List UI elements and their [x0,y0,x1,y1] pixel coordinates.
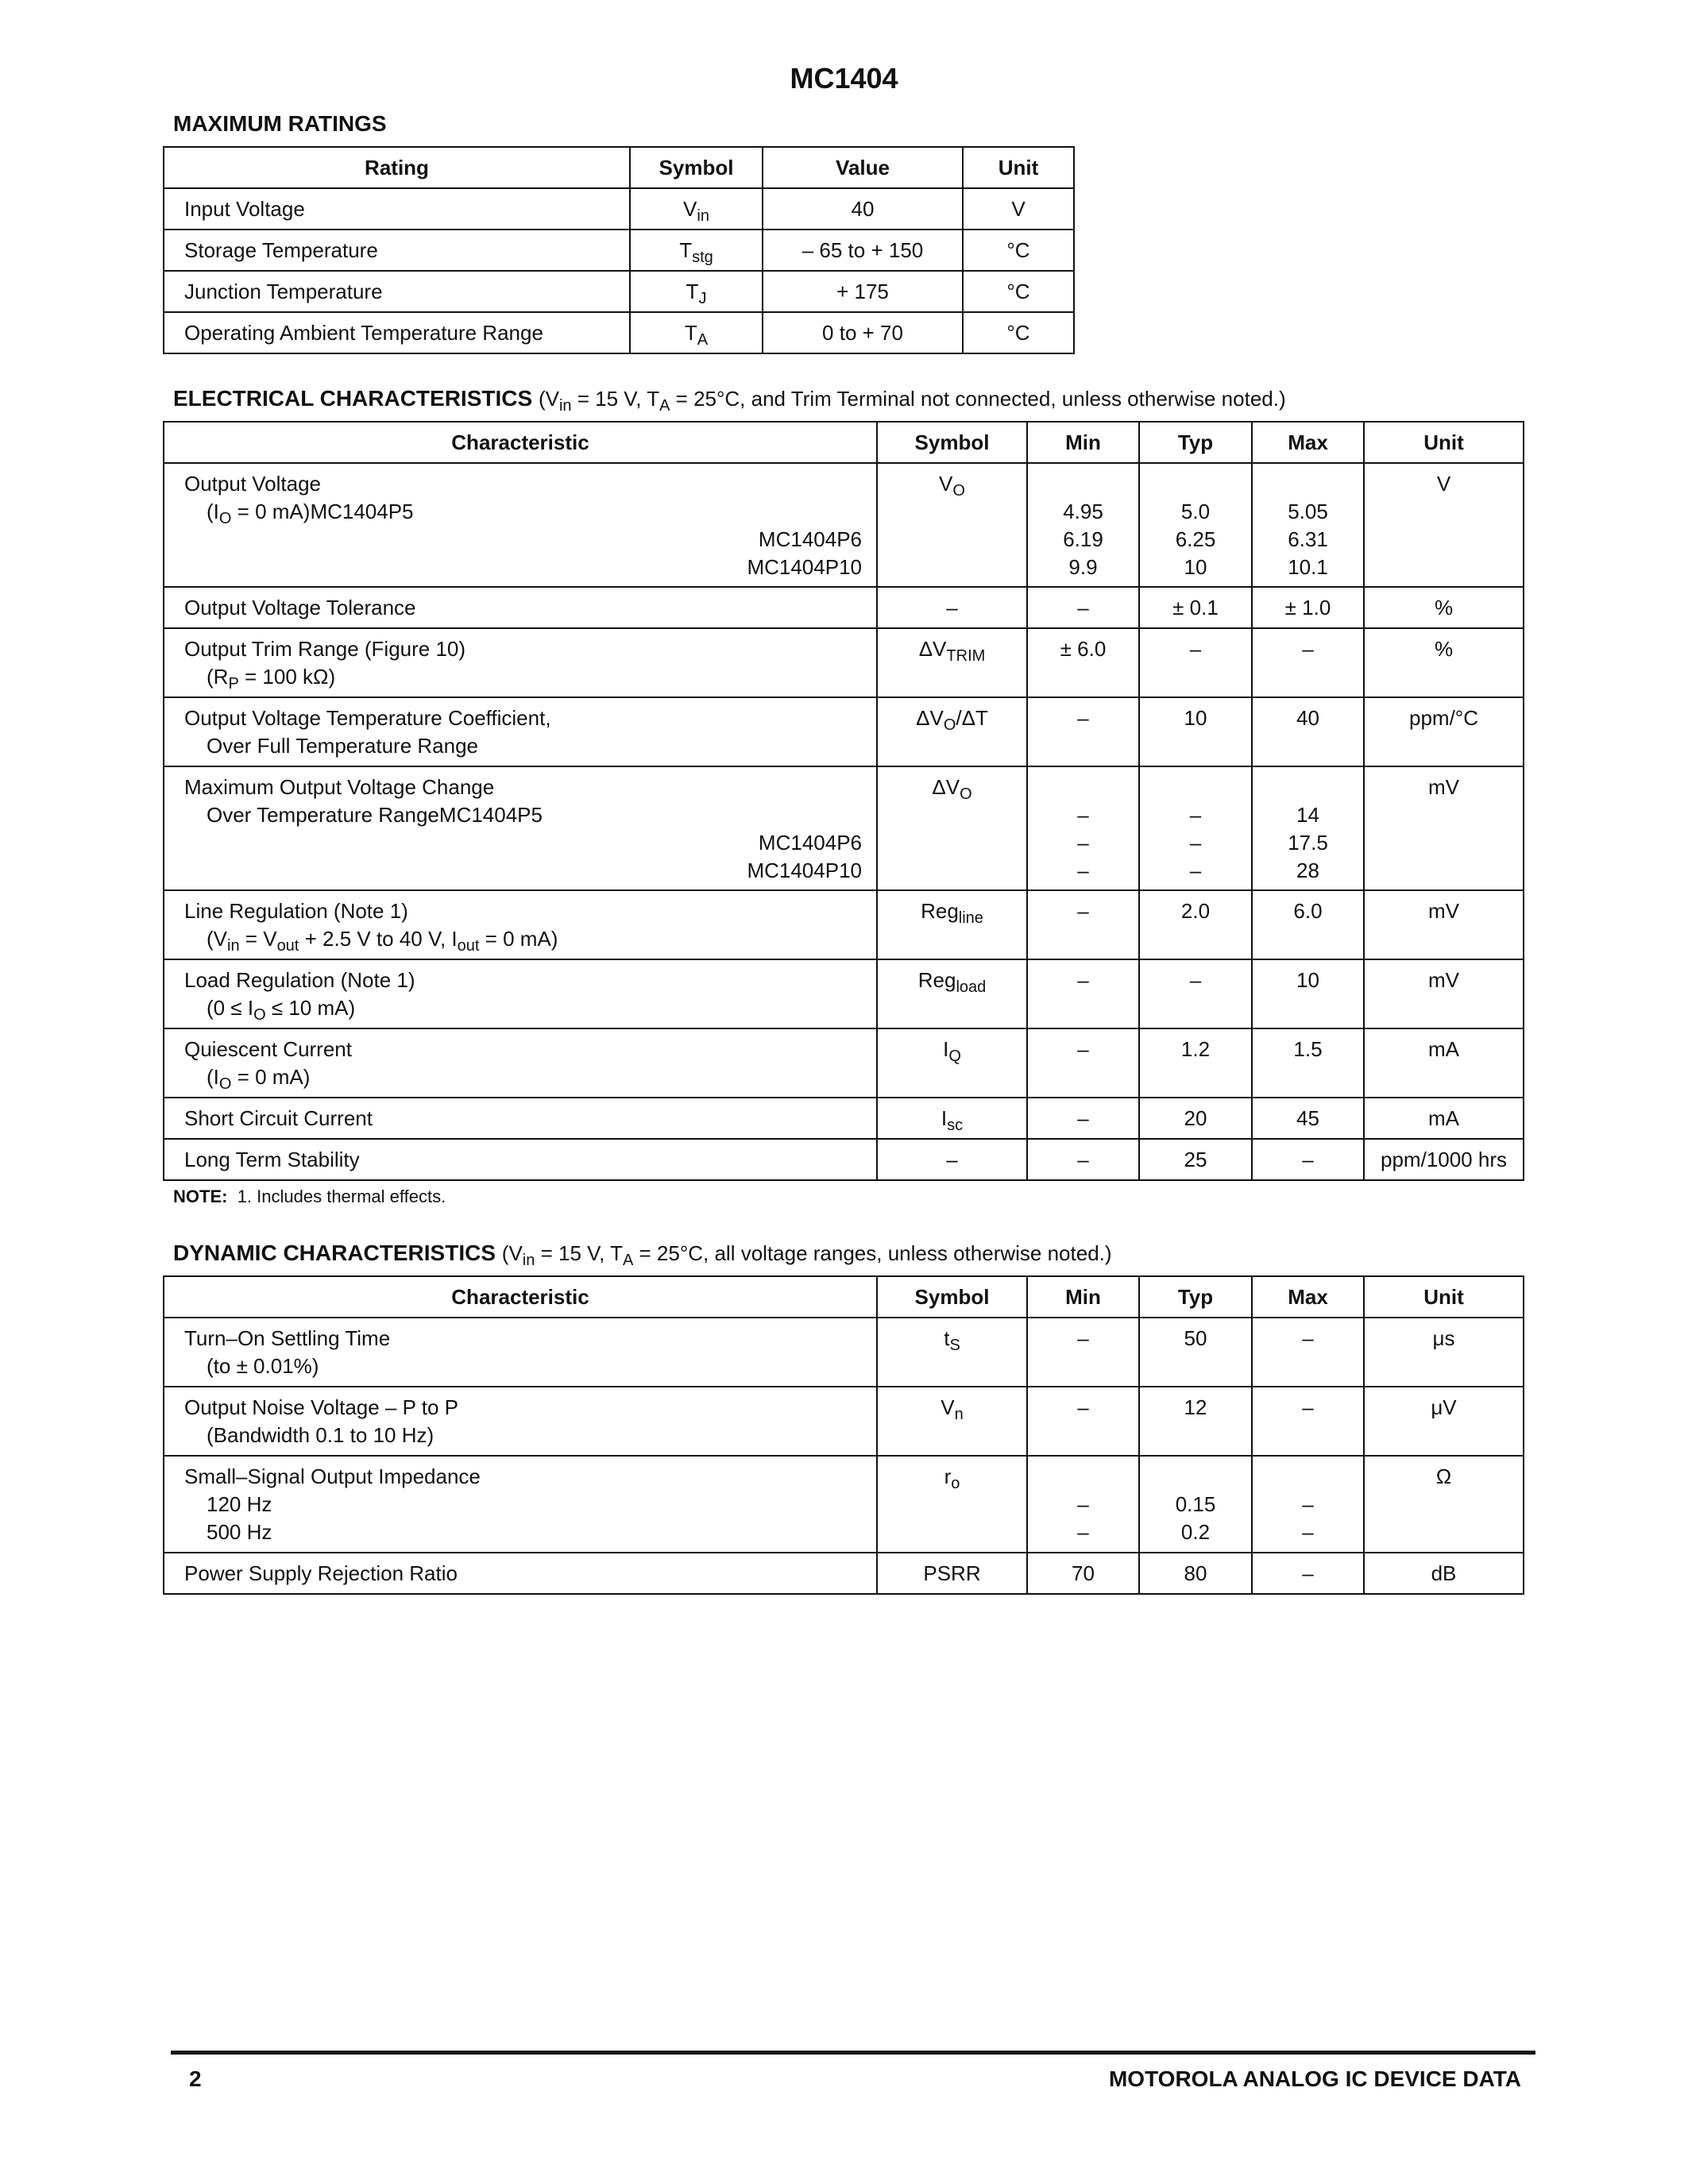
rating-name: Operating Ambient Temperature Range [184,321,543,345]
dynamic-conditions: ($V_{in} = 15$ V, $T_A = 25^\circ C$, all voltage ranges, unless otherwise noted.) [501,1241,1112,1269]
min-cell: – [1027,890,1139,959]
max-ratings-title: MAXIMUM RATINGS [173,111,387,136]
typ-cell: – [1139,628,1252,697]
characteristic-cell: Power Supply Rejection Ratio [164,1553,877,1594]
table-row [164,697,1524,766]
symbol-cell: PSRR [877,1553,1027,1594]
max-cell: – [1252,1553,1364,1594]
header-min: Min [1027,1276,1139,1318]
symbol-cell: – [877,1139,1027,1180]
rating-value: 0 to + 70 [822,321,903,345]
min-cell: 70 [1027,1553,1139,1594]
header-max: Max [1252,1276,1364,1318]
unit-cell: ppm/°C [1364,697,1524,766]
unit-cell: V [1364,463,1524,587]
typ-cell: 12 [1139,1387,1252,1456]
header-symbol: Symbol [630,147,763,188]
typ-cell: 0.15 0.2 [1139,1456,1252,1553]
rating-unit: V [1011,197,1026,221]
characteristic-cell: Small–Signal Output Impedance 120 Hz 500 Hz [164,1456,877,1553]
max-cell: – – [1252,1456,1364,1553]
electrical-conditions: ($V_{in} = 15$ V, $T_A = 25^\circ C$, and Trim Terminal not connected, unless otherwise noted.) [538,387,1286,415]
table-header-row [164,1276,1524,1318]
rating-symbol: $T_{stg}$ [679,238,713,266]
rating-name: Storage Temperature [184,238,378,262]
unit-cell: Ω [1364,1456,1524,1553]
typ-cell: 2.0 [1139,890,1252,959]
max-cell: ± 1.0 [1252,587,1364,628]
table-row [164,628,1524,697]
table-row [164,271,1074,312]
max-cell: 14 17.5 28 [1252,766,1364,890]
min-cell: – [1027,1028,1139,1098]
characteristic-cell: Short Circuit Current [164,1098,877,1139]
min-cell: – [1027,1098,1139,1139]
max-cell: 5.05 6.31 10.1 [1252,463,1364,587]
unit-cell: mV [1364,766,1524,890]
table-header-row [164,422,1524,463]
typ-cell: 20 [1139,1098,1252,1139]
header-characteristic: Characteristic [164,1276,877,1318]
min-cell: – [1027,1318,1139,1387]
max-cell: 40 [1252,697,1364,766]
unit-cell: mA [1364,1098,1524,1139]
characteristic-cell: Output Voltage Temperature Coefficient, Over Full Temperature Range [164,697,877,766]
max-cell: 45 [1252,1098,1364,1139]
min-cell: – – [1027,1456,1139,1553]
max-cell: – [1252,1318,1364,1387]
dynamic-title: DYNAMIC CHARACTERISTICS ($V_{in} = 15$ V, $T_A = 25^\circ C$, all voltage ranges, unless otherwise noted.) [173,1241,1112,1269]
max-cell: – [1252,1387,1364,1456]
symbol-cell: $\Delta V_O/\Delta T$ [877,697,1027,766]
table-row [164,766,1524,890]
header-typ: Typ [1139,1276,1252,1318]
rating-unit: °C [1006,321,1030,345]
typ-cell: 80 [1139,1553,1252,1594]
electrical-table [163,421,1524,1181]
typ-cell: – – – [1139,766,1252,890]
unit-cell: % [1364,587,1524,628]
characteristic-cell: Output Voltage Tolerance [164,587,877,628]
table-row [164,312,1074,353]
typ-cell: 1.2 [1139,1028,1252,1098]
unit-cell: dB [1364,1553,1524,1594]
symbol-cell: $t_S$ [877,1318,1027,1387]
header-max: Max [1252,422,1364,463]
header-symbol: Symbol [877,422,1027,463]
typ-cell: – [1139,959,1252,1028]
table-row [164,1387,1524,1456]
table-row [164,587,1524,628]
symbol-cell: $\Delta V_{TRIM}$ [877,628,1027,697]
table-row [164,1318,1524,1387]
page-number: 2 [189,2066,202,2091]
characteristic-cell: Maximum Output Voltage Change Over Temperature RangeMC1404P5 MC1404P6 MC1404P10 [164,766,877,890]
header-rating: Rating [164,147,630,188]
characteristic-cell: Load Regulation (Note 1) ($0 \le I_O \le 10$ mA) [164,959,877,1028]
electrical-title: ELECTRICAL CHARACTERISTICS ($V_{in} = 15$ V, $T_A = 25^\circ C$, and Trim Terminal not connected, unless otherwise noted.) [173,386,1286,415]
note: NOTE: 1. Includes thermal effects. [173,1187,446,1206]
symbol-cell: $\Delta V_O$ [877,766,1027,890]
max-cell: 6.0 [1252,890,1364,959]
characteristic-cell: Quiescent Current ($I_O = 0$ mA) [164,1028,877,1098]
max-ratings-table [163,146,1075,354]
symbol-cell: $r_o$ [877,1456,1027,1553]
header-characteristic: Characteristic [164,422,877,463]
symbol-cell: $V_O$ [877,463,1027,587]
min-cell: – [1027,1139,1139,1180]
symbol-cell: $I_Q$ [877,1028,1027,1098]
rating-symbol: $T_J$ [686,280,707,307]
min-cell: 4.95 6.19 9.9 [1027,463,1139,587]
characteristic-cell: Turn–On Settling Time (to ± 0.01%) [164,1318,877,1387]
unit-cell: μs [1364,1318,1524,1387]
rating-value: – 65 to + 150 [802,238,924,262]
min-cell: – [1027,1387,1139,1456]
rating-value: 40 [851,197,875,221]
dynamic-table [163,1275,1524,1595]
rating-name: Input Voltage [184,197,305,221]
table-row [164,463,1524,587]
typ-cell: 50 [1139,1318,1252,1387]
max-cell: – [1252,1139,1364,1180]
header-unit: Unit [1364,1276,1524,1318]
min-cell: – [1027,959,1139,1028]
max-cell: 1.5 [1252,1028,1364,1098]
table-row [164,1139,1524,1180]
characteristic-cell: Output Trim Range (Figure 10) ($R_P = 100$ kΩ) [164,628,877,697]
typ-cell: 10 [1139,697,1252,766]
table-row [164,1028,1524,1098]
header-unit: Unit [963,147,1074,188]
unit-cell: mV [1364,890,1524,959]
typ-cell: ± 0.1 [1139,587,1252,628]
header-min: Min [1027,422,1139,463]
header-symbol: Symbol [877,1276,1027,1318]
unit-cell: mA [1364,1028,1524,1098]
symbol-cell: Reg$_{load}$ [877,959,1027,1028]
header-unit: Unit [1364,422,1524,463]
min-cell: – [1027,697,1139,766]
table-row [164,1456,1524,1553]
rating-symbol: $T_A$ [684,321,709,349]
min-cell: – – – [1027,766,1139,890]
characteristic-cell: Long Term Stability [164,1139,877,1180]
table-row [164,890,1524,959]
symbol-cell: $I_{sc}$ [877,1098,1027,1139]
symbol-cell: – [877,587,1027,628]
symbol-cell: Reg$_{line}$ [877,890,1027,959]
typ-cell: 5.0 6.25 10 [1139,463,1252,587]
footer-divider [171,2051,1535,2055]
footer-publication: MOTOROLA ANALOG IC DEVICE DATA [1108,2066,1521,2091]
page-title: MC1404 [790,62,898,95]
header-value: Value [763,147,963,188]
table-row [164,959,1524,1028]
max-cell: – [1252,628,1364,697]
unit-cell: μV [1364,1387,1524,1456]
characteristic-cell: Output Noise Voltage – P to P (Bandwidth 0.1 to 10 Hz) [164,1387,877,1456]
min-cell: – [1027,587,1139,628]
rating-value: + 175 [836,280,889,303]
rating-unit: °C [1006,238,1030,262]
symbol-cell: $V_n$ [877,1387,1027,1456]
min-cell: ± 6.0 [1027,628,1139,697]
characteristic-cell: Output Voltage ($I_O = 0$ mA)MC1404P5 MC1404P6 MC1404P10 [164,463,877,587]
unit-cell: % [1364,628,1524,697]
rating-name: Junction Temperature [184,280,383,303]
table-header-row [164,147,1074,188]
unit-cell: ppm/1000 hrs [1364,1139,1524,1180]
table-row [164,1553,1524,1594]
table-row [164,230,1074,271]
unit-cell: mV [1364,959,1524,1028]
rating-unit: °C [1006,280,1030,303]
table-row [164,1098,1524,1139]
max-cell: 10 [1252,959,1364,1028]
header-typ: Typ [1139,422,1252,463]
typ-cell: 25 [1139,1139,1252,1180]
characteristic-cell: Line Regulation (Note 1) ($V_{in} = V_{out} + 2.5$ V to 40 V, $I_{out} = 0$ mA) [164,890,877,959]
rating-symbol: $V_{in}$ [683,197,709,225]
table-row [164,188,1074,230]
